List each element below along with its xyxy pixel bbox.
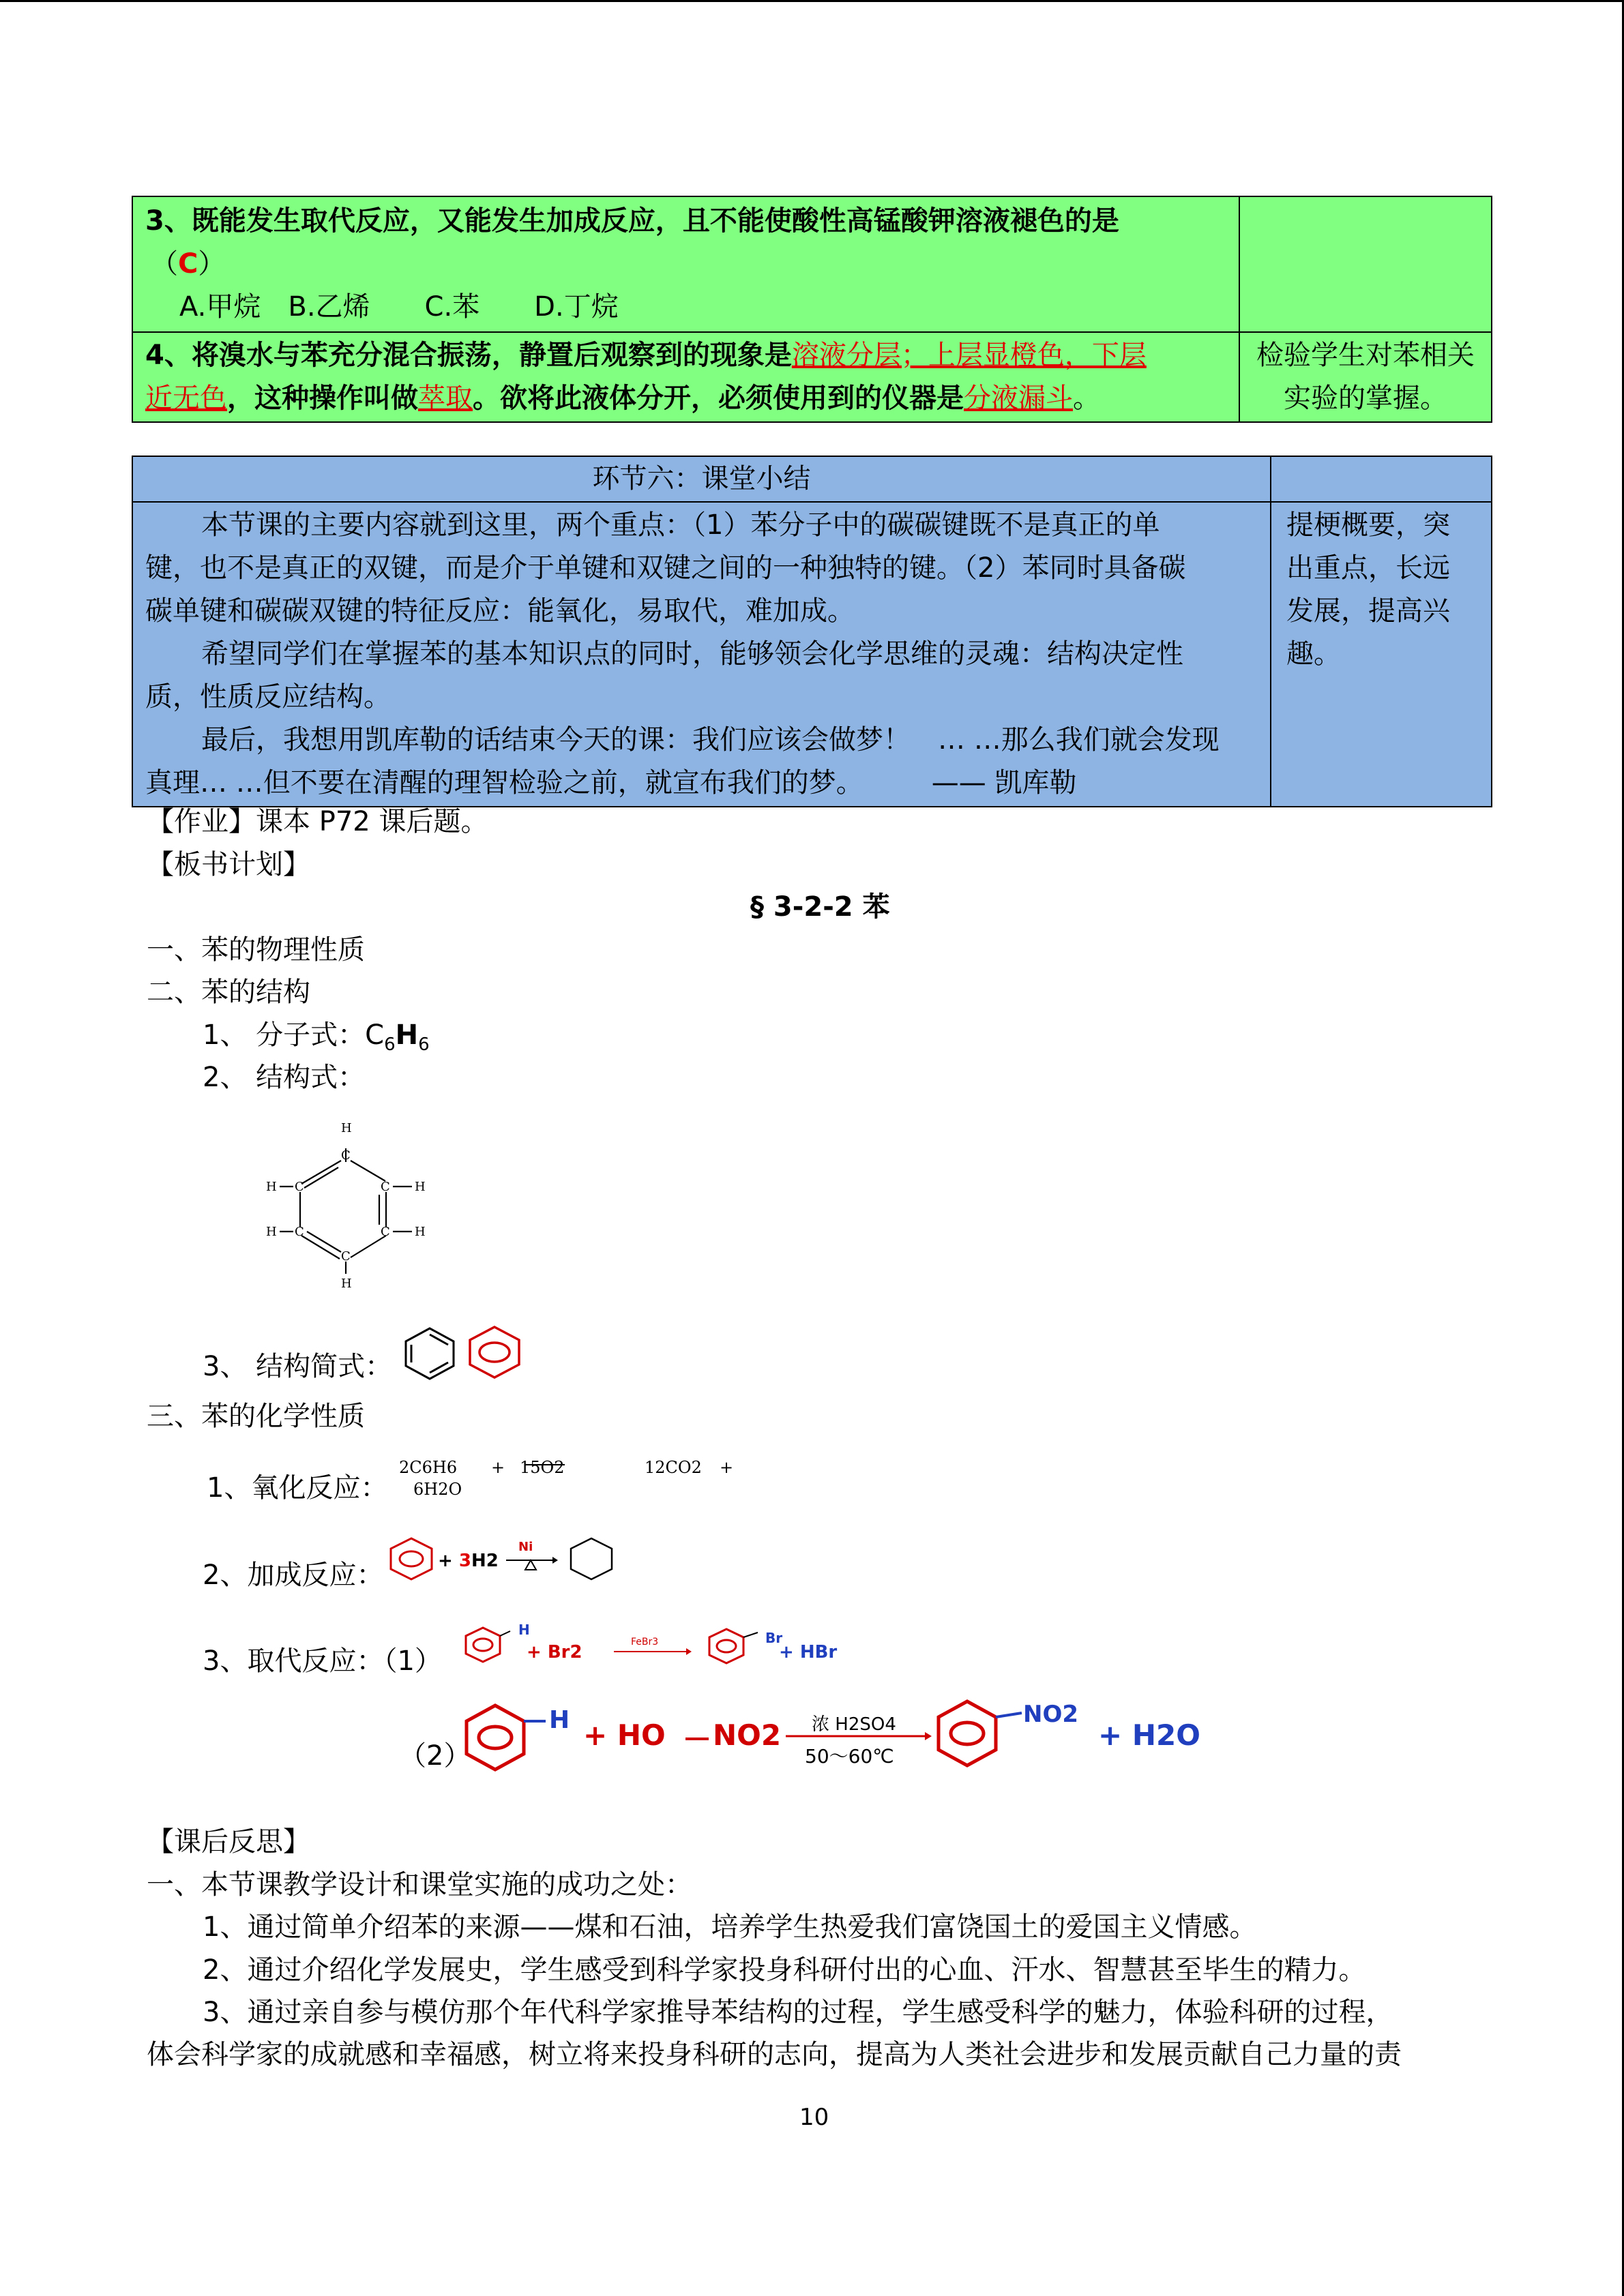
addition-benzene-icon <box>387 1536 435 1581</box>
nitration-benzene-icon <box>462 1703 558 1772</box>
simplified-structure-label: 3、 结构简式： <box>203 1351 393 1382</box>
board-plan-heading: 【板书计划】 <box>147 849 310 880</box>
svg-text:H: H <box>415 1225 426 1239</box>
summary-table <box>132 456 1492 807</box>
question-4-note-cell: 检验学生对苯相关 实验的掌握。 <box>1239 332 1492 422</box>
nitration-hydrogen: H <box>549 1706 570 1734</box>
reflection-point-2: 2、通过介绍化学发展史，学生感受到科学家投身科研付出的心血、汗水、智慧甚至毕生的精力。 <box>203 1954 1366 1986</box>
summary-header: 环节六：课堂小结 <box>132 456 1271 502</box>
question-3-options: A.甲烷 B.乙烯 C.苯 D.丁烷 <box>179 291 619 323</box>
oxidation-product-water: 6H2O <box>413 1480 462 1499</box>
svg-text:C: C <box>295 1225 304 1239</box>
nitration-nitro-group: NO2 <box>1023 1701 1079 1728</box>
substitution1-hbr: + HBr <box>779 1642 838 1663</box>
summary-body: 本节课的主要内容就到这里，两个重点：（1）苯分子中的碳碳键既不是真正的单 键，也不是真正的双键，而是介于单键和双键之间的一种独特的键。（2）苯同时具备碳 碳单键和碳碳双键的特征反应：能氧化，易取代，难加成。 希望同学们在掌握苯的基本知识点的同时，能够领会化学思维的灵魂：结构决定性 质，性质反应结构。 最后，我想用凯库勒的话结束今天的课：我们应该会做梦！ … …那么我们就会发现 真理… …但不要在清醒的理智检验之前，就宣布我们的梦。 —— 凯库勒 <box>132 502 1271 807</box>
substitution1-bromine-reagent: + Br2 <box>527 1642 582 1663</box>
question-4-cell: 4、将溴水与苯充分混合振荡，静置后观察到的现象是溶液分层；上层显橙色，下层 近无色，这种操作叫做萃取。欲将此液体分开，必须使用到的仪器是分液漏斗。 <box>132 332 1239 422</box>
svg-text:H: H <box>266 1225 277 1239</box>
svg-text:H: H <box>266 1180 277 1194</box>
svg-text:H: H <box>415 1180 426 1194</box>
reflection-point-1: 1、通过简单介绍苯的来源——煤和石油，培养学生热爱我们富饶国土的爱国主义情感。 <box>203 1911 1257 1943</box>
oxidation-label: 1、氧化反应： <box>207 1472 388 1504</box>
cyclohexane-icon <box>567 1536 615 1581</box>
benzene-ring-icon <box>466 1325 523 1380</box>
section-physical-properties: 一、苯的物理性质 <box>147 934 365 966</box>
nitration-nitric-acid: + HO <box>583 1718 666 1752</box>
oxidation-reactant-benzene: 2C6H6 <box>399 1458 458 1477</box>
question-3-cell: 3、既能发生取代反应，又能发生加成反应，且不能使酸性高锰酸钾溶液褪色的是 （C） A.甲烷 B.乙烯 C.苯 D.丁烷 <box>132 196 1239 332</box>
reflection-success-heading: 一、本节课教学设计和课堂实施的成功之处： <box>147 1869 692 1900</box>
question-table <box>132 196 1492 423</box>
svg-text:C: C <box>341 1249 351 1264</box>
reflection-heading: 【课后反思】 <box>147 1826 310 1858</box>
nitration-product-ring <box>934 1699 1030 1768</box>
board-title: § 3-2-2 苯 <box>750 891 890 923</box>
kekule-h-top: H <box>341 1121 352 1135</box>
nitration-catalyst: 浓 H2SO4 <box>812 1714 896 1735</box>
page-top-border <box>0 0 1624 2</box>
oxidation-product-co2: 12CO2 <box>645 1458 702 1477</box>
question-3-stem: 3、既能发生取代反应，又能发生加成反应，且不能使酸性高锰酸钾溶液褪色的是 <box>145 205 1119 237</box>
svg-text:C: C <box>381 1180 390 1194</box>
addition-arrow <box>505 1552 559 1572</box>
nitration-temperature: 50～60℃ <box>805 1745 894 1768</box>
section-chemical-properties: 三、苯的化学性质 <box>147 1401 365 1432</box>
nitration-bond <box>685 1736 713 1742</box>
oxidation-oxygen: 15O2 <box>520 1458 565 1477</box>
addition-catalyst: Ni <box>518 1540 533 1554</box>
nitration-water: + H2O <box>1098 1718 1200 1752</box>
substitution-label: 3、取代反应：（1） <box>203 1645 442 1677</box>
question-3-answer: C <box>178 248 198 280</box>
addition-label: 2、加成反应： <box>203 1560 384 1591</box>
reflection-point-3-line2: 体会科学家的成就感和幸福感，树立将来投身科研的志向，提高为人类社会进步和发展贡献自己力量的责 <box>147 2039 1402 2070</box>
molecular-formula: 1、 分子式：$C_6H_6$ <box>203 1019 430 1055</box>
substitution2-label: （2） <box>399 1740 471 1772</box>
homework-line: 【作业】课本 P72 课后题。 <box>147 806 488 837</box>
benzene-kekule-icon <box>399 1326 460 1381</box>
benzene-kekule-structure <box>259 1118 443 1296</box>
nitration-arrow <box>784 1732 934 1740</box>
substitution1-catalyst: FeBr3 <box>631 1637 659 1648</box>
oxidation-arrow <box>525 1461 566 1468</box>
svg-text:H: H <box>341 1277 352 1291</box>
svg-text:C: C <box>295 1180 304 1194</box>
substitution1-arrow <box>612 1648 694 1656</box>
structural-formula-label: 2、 结构式： <box>203 1062 366 1093</box>
addition-reagent: + 3H2 <box>438 1551 499 1571</box>
substitution1-benzene-icon <box>462 1626 503 1664</box>
oxidation-plus: + <box>491 1458 505 1477</box>
summary-note: 提梗概要，突 出重点，长远 发展，提高兴 趣。 <box>1271 502 1492 807</box>
substitution1-product-ring <box>706 1627 761 1665</box>
svg-text:C: C <box>381 1225 390 1239</box>
substitution1-bromo-group: Br <box>765 1630 783 1646</box>
question-3-note-cell <box>1239 196 1492 332</box>
nitration-nitro-reagent: NO2 <box>713 1718 782 1752</box>
section-structure: 二、苯的结构 <box>147 976 310 1008</box>
page-number: 10 <box>799 2104 829 2131</box>
reflection-point-3-line1: 3、通过亲自参与模仿那个年代科学家推导苯结构的过程，学生感受科学的魅力，体验科研的过程， <box>203 1997 1393 2028</box>
substitution1-hydrogen: H <box>518 1622 530 1638</box>
svg-text:C: C <box>341 1148 351 1163</box>
